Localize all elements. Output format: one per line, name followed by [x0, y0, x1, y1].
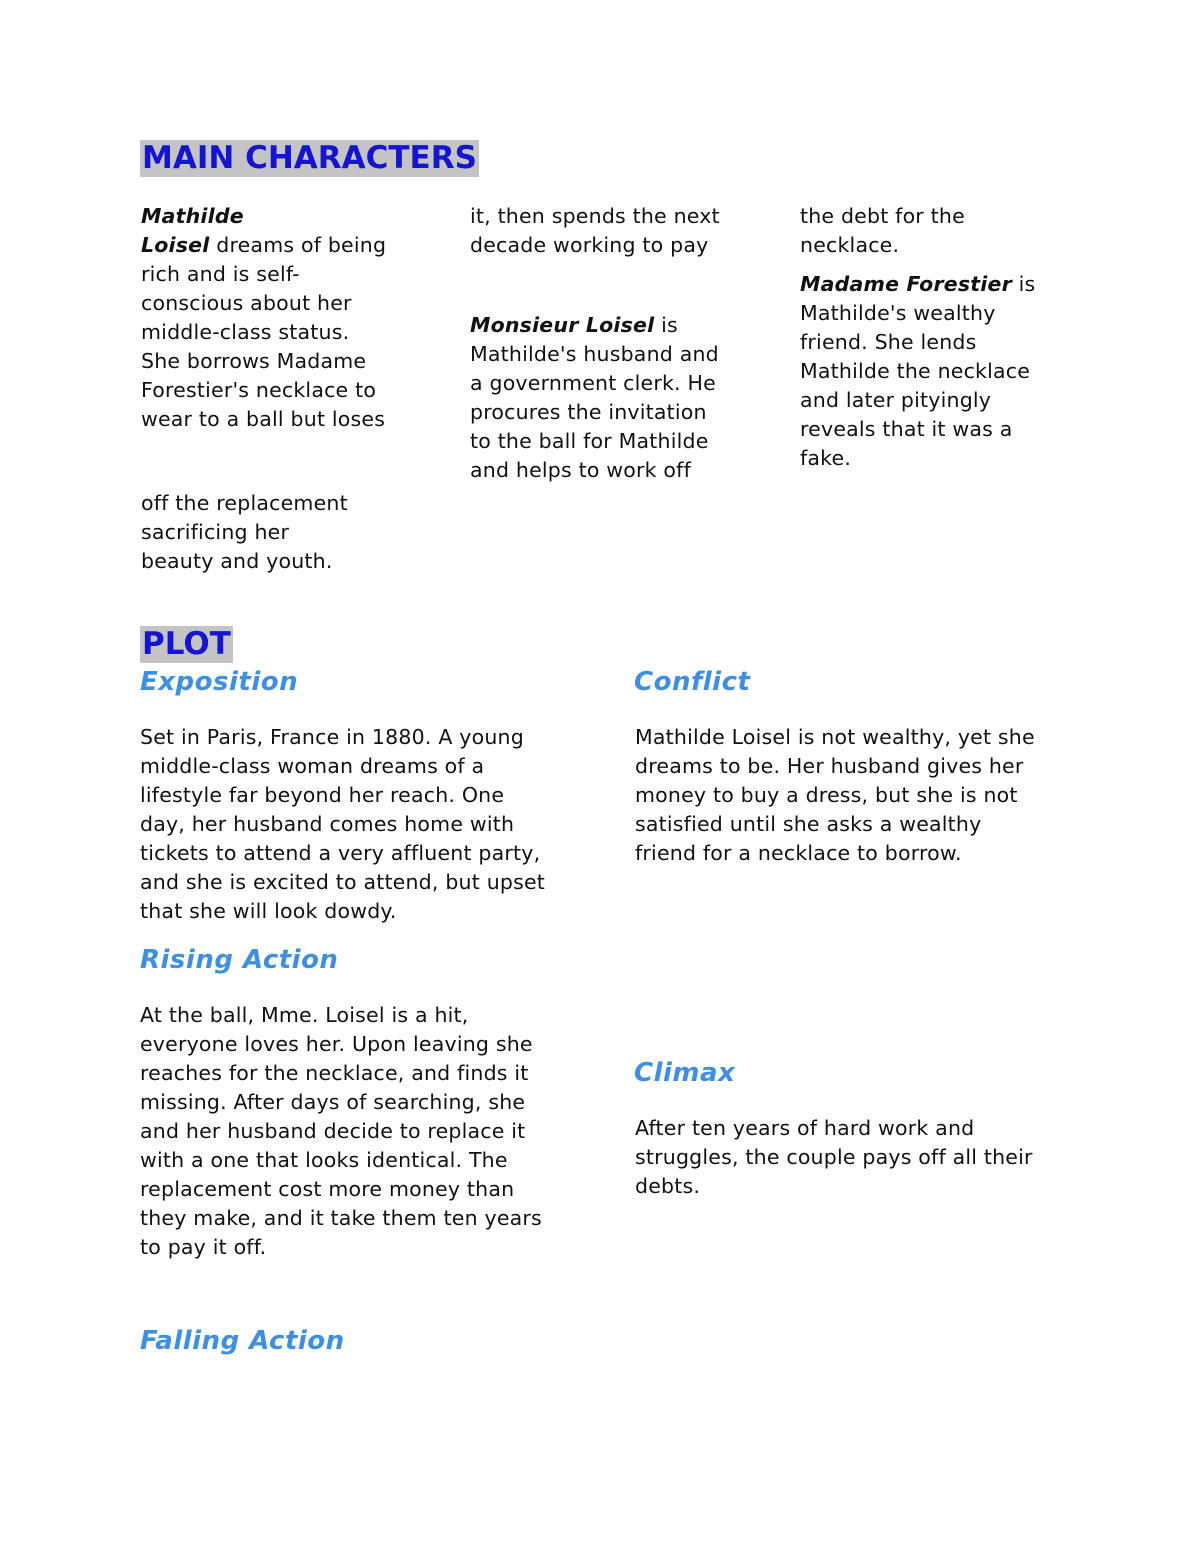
character-column-mathilde — [141, 202, 386, 434]
text-line: that she will look dowdy. — [140, 899, 397, 923]
text-line: necklace. — [800, 233, 900, 257]
text-line: missing. After days of searching, she — [140, 1090, 526, 1114]
text-line: middle-class status. — [141, 320, 350, 344]
text-fragment: is — [1011, 272, 1036, 296]
text-line: and helps to work off — [470, 458, 691, 482]
climax-text — [635, 1114, 1033, 1201]
text-line: After ten years of hard work and — [635, 1116, 975, 1140]
text-line: off the replacement — [141, 491, 348, 515]
text-line: middle-class woman dreams of a — [140, 754, 485, 778]
text-line: lifestyle far beyond her reach. One — [140, 783, 505, 807]
character-name: Madame Forestier — [800, 272, 1012, 296]
text-line: decade working to pay — [470, 233, 709, 257]
text-line: reaches for the necklace, and finds it — [140, 1061, 529, 1085]
climax-heading: Climax — [634, 1058, 736, 1088]
text-line: Set in Paris, France in 1880. A young — [140, 725, 524, 749]
text-line: and her husband decide to replace it — [140, 1119, 526, 1143]
text-line: wear to a ball but loses — [141, 407, 386, 431]
text-line: day, her husband comes home with — [140, 812, 515, 836]
text-line: sacrificing her — [141, 520, 290, 544]
character-name: Loisel — [141, 233, 210, 257]
text-line — [470, 311, 719, 340]
character-name: Mathilde — [141, 204, 244, 228]
conflict-heading: Conflict — [634, 667, 751, 697]
text-fragment: is — [654, 313, 678, 337]
text-line: to pay it off. — [140, 1235, 267, 1259]
text-line: At the ball, Mme. Loisel is a hit, — [140, 1003, 469, 1027]
text-line: rich and is self- — [141, 262, 300, 286]
main-characters-title: MAIN CHARACTERS — [142, 140, 477, 176]
character-column-mathilde-continued — [141, 489, 348, 576]
text-line: struggles, the couple pays off all their — [635, 1145, 1033, 1169]
text-line: to the ball for Mathilde — [470, 429, 709, 453]
text-line: friend. She lends — [800, 330, 977, 354]
text-line: beauty and youth. — [141, 549, 333, 573]
exposition-text — [140, 723, 545, 926]
text-line: Mathilde's wealthy — [800, 301, 996, 325]
rising-action-heading: Rising Action — [140, 945, 339, 975]
text-line: and later pityingly — [800, 388, 992, 412]
character-column-forestier — [800, 202, 965, 260]
text-line: the debt for the — [800, 204, 965, 228]
text-line: debts. — [635, 1174, 701, 1198]
text-line: replacement cost more money than — [140, 1177, 515, 1201]
text-line: reveals that it was a — [800, 417, 1013, 441]
text-line: with a one that looks identical. The — [140, 1148, 508, 1172]
text-line: it, then spends the next — [470, 204, 720, 228]
text-line: Mathilde Loisel is not wealthy, yet she — [635, 725, 1035, 749]
text-line: everyone loves her. Upon leaving she — [140, 1032, 533, 1056]
character-column-monsieur-loisel — [470, 202, 720, 260]
text-line: She borrows Madame — [141, 349, 367, 373]
rising-action-text — [140, 1001, 542, 1262]
text-line: Forestier's necklace to — [141, 378, 377, 402]
text-line: fake. — [800, 446, 852, 470]
text-line: satisfied until she asks a wealthy — [635, 812, 982, 836]
text-line: money to buy a dress, but she is not — [635, 783, 1018, 807]
text-line: dreams to be. Her husband gives her — [635, 754, 1024, 778]
text-line: friend for a necklace to borrow. — [635, 841, 962, 865]
text-fragment: dreams of being — [209, 233, 387, 257]
text-line: a government clerk. He — [470, 371, 716, 395]
exposition-heading: Exposition — [140, 667, 299, 697]
text-line: conscious about her — [141, 291, 352, 315]
falling-action-heading: Falling Action — [140, 1326, 345, 1356]
character-column-forestier-desc — [800, 270, 1035, 473]
character-column-monsieur-loisel-desc — [470, 311, 719, 485]
text-line — [800, 270, 1035, 299]
text-line: procures the invitation — [470, 400, 707, 424]
text-line: tickets to attend a very affluent party, — [140, 841, 541, 865]
text-line: Mathilde's husband and — [470, 342, 719, 366]
text-line: and she is excited to attend, but upset — [140, 870, 546, 894]
conflict-text — [635, 723, 1035, 868]
plot-title: PLOT — [142, 626, 231, 662]
text-line: they make, and it take them ten years — [140, 1206, 542, 1230]
text-line: Mathilde the necklace — [800, 359, 1031, 383]
text-line — [141, 231, 386, 260]
character-name: Monsieur Loisel — [470, 313, 655, 337]
